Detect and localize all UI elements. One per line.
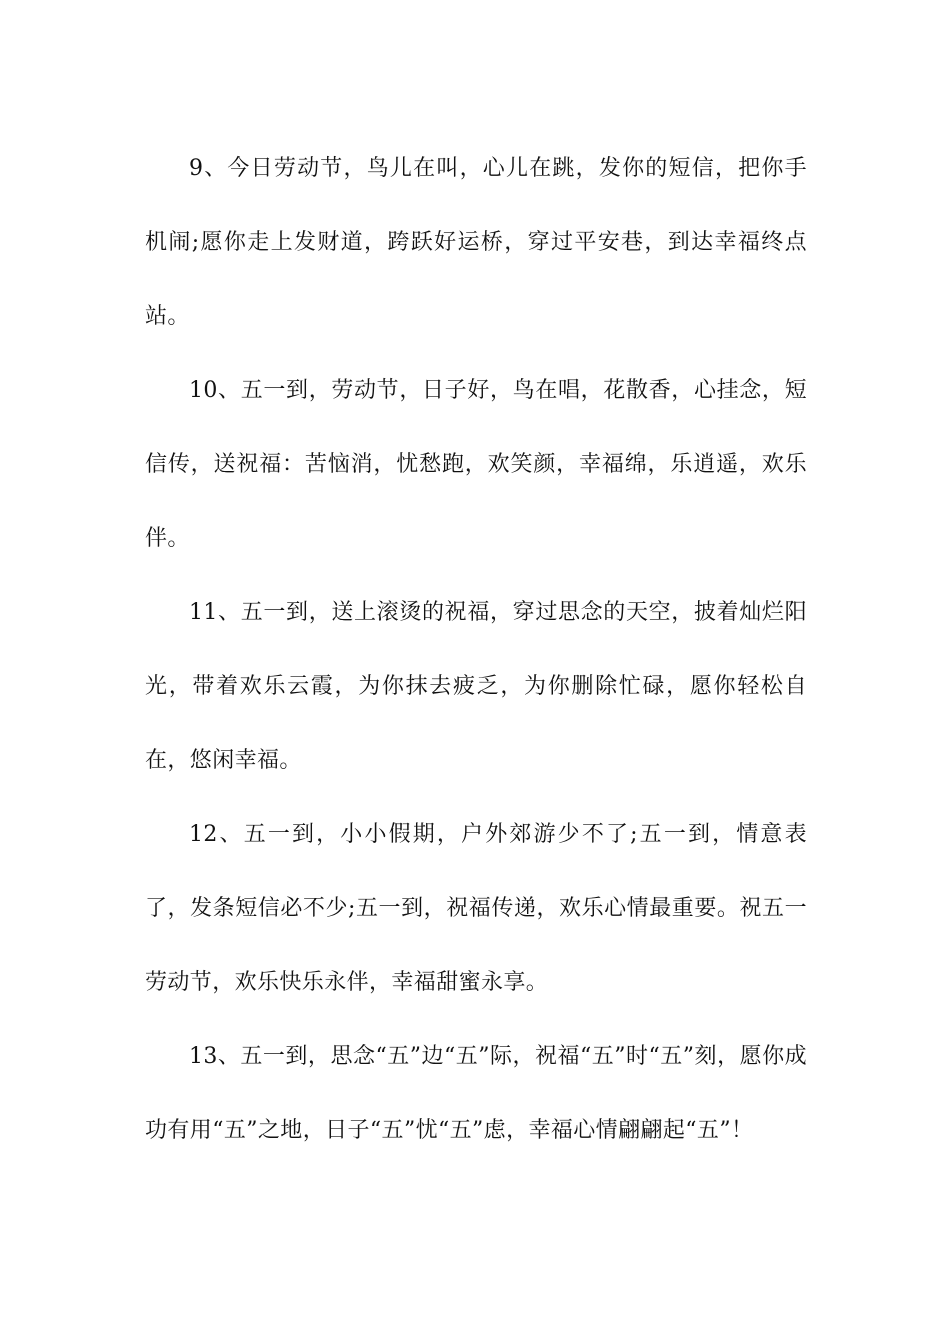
document-body: [145, 132, 807, 1168]
paragraph-11: 11、五一到，送上滚烫的祝福，穿过思念的天空，披着灿烂阳光，带着欢乐云霞，为你抹去疲乏，为你删除忙碌，愿你轻松自在，悠闲幸福。: [145, 600, 807, 773]
paragraph-9: 9、今日劳动节，鸟儿在叫，心儿在跳，发你的短信，把你手机闹;愿你走上发财道，跨跃好运桥，穿过平安巷，到达幸福终点站。: [145, 156, 807, 329]
paragraph-10: 10、五一到，劳动节，日子好，鸟在唱，花散香，心挂念，短信传，送祝福：苦恼消，忧愁跑，欢笑颜，幸福绵，乐逍遥，欢乐伴。: [145, 378, 807, 551]
paragraph-12: 12、五一到，小小假期，户外郊游少不了;五一到，情意表了，发条短信必不少;五一到，祝福传递，欢乐心情最重要。祝五一劳动节，欢乐快乐永伴，幸福甜蜜永享。: [145, 822, 807, 995]
paragraph-13: 13、五一到，思念“五”边“五”际，祝福“五”时“五”刻，愿你成功有用“五”之地，日子“五”忧“五”虑，幸福心情翩翩起“五”！: [145, 1044, 807, 1143]
